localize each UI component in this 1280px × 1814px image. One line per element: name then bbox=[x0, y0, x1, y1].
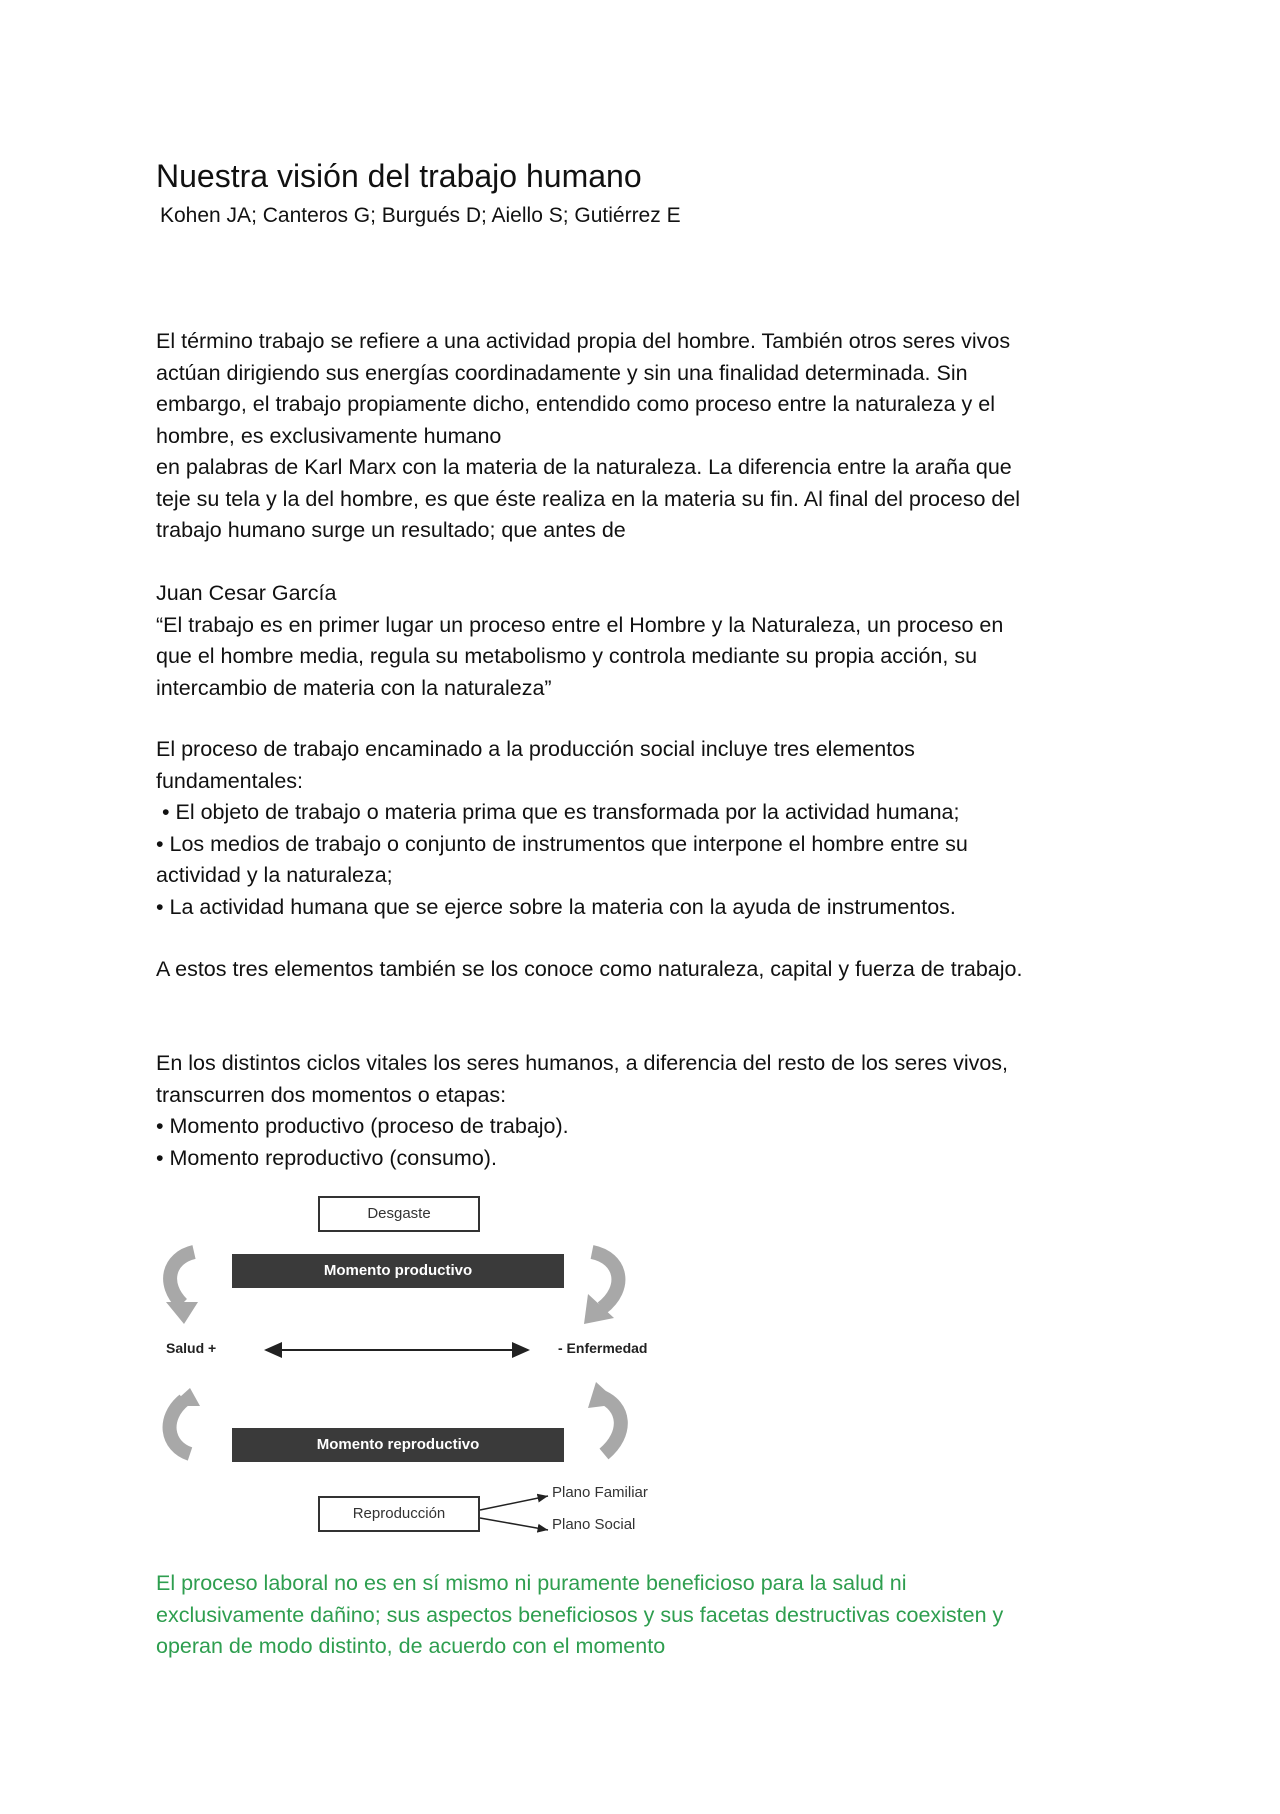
curved-arrow-icon bbox=[166, 1252, 198, 1324]
list-item: • El objeto de trabajo o materia prima que es transformada por la actividad humana; bbox=[156, 800, 960, 824]
desgaste-box: Desgaste bbox=[318, 1196, 480, 1232]
list-item: • Momento productivo (proceso de trabajo). bbox=[156, 1114, 569, 1138]
quote-author: Juan Cesar García bbox=[156, 581, 337, 605]
salud-label: Salud + bbox=[166, 1340, 217, 1356]
plano-social-label: Plano Social bbox=[552, 1516, 636, 1533]
enfermedad-label: - Enfermedad bbox=[558, 1340, 648, 1356]
list-item: • Los medios de trabajo o conjunto de instrumentos que interpone el hombre entre su bbox=[156, 831, 968, 856]
work-cycle-diagram bbox=[160, 1192, 660, 1552]
curved-arrow-icon bbox=[170, 1388, 200, 1454]
text-line: teje su tela y la del hombre, es que éste realiza en la materia su fin. Al final del proceso del bbox=[156, 486, 1021, 511]
text-line: El proceso de trabajo encaminado a la producción social incluye tres elementos bbox=[156, 737, 915, 761]
text-line: El término trabajo se refiere a una actividad propia del hombre. También otros seres vivos bbox=[156, 329, 1011, 353]
text-line: hombre, es exclusivamente humano bbox=[156, 423, 502, 448]
plano-familiar-label: Plano Familiar bbox=[552, 1484, 648, 1501]
intro-paragraph bbox=[156, 326, 1156, 547]
branch-arrow bbox=[480, 1518, 548, 1530]
stages-paragraph bbox=[156, 1048, 1156, 1174]
momento-productivo-bar: Momento productivo bbox=[232, 1254, 564, 1288]
document-title: Nuestra visión del trabajo humano bbox=[156, 158, 642, 194]
document-authors: Kohen JA; Canteros G; Burgués D; Aiello S; Gutiérrez E bbox=[160, 204, 681, 227]
quote-block bbox=[156, 578, 1156, 704]
text-line: transcurren dos momentos o etapas: bbox=[156, 1082, 507, 1107]
text-line: operan de modo distinto, de acuerdo con el momento bbox=[156, 1634, 666, 1658]
list-item: • Momento reproductivo (consumo). bbox=[156, 1145, 497, 1170]
curved-arrow-icon bbox=[584, 1252, 618, 1324]
summary-paragraph bbox=[156, 954, 1156, 986]
text-line: exclusivamente dañino; sus aspectos beneficiosos y sus facetas destructivas coexisten y bbox=[156, 1602, 1004, 1627]
curved-arrow-icon bbox=[588, 1382, 621, 1454]
text-line: “El trabajo es en primer lugar un proceso entre el Hombre y la Naturaleza, un proceso en bbox=[156, 612, 1004, 637]
text-line: trabajo humano surge un resultado; que antes de bbox=[156, 518, 626, 542]
text-line: en palabras de Karl Marx con la materia de la naturaleza. La diferencia entre la araña que bbox=[156, 455, 1012, 479]
branch-arrow bbox=[480, 1496, 548, 1510]
text-line: actúan dirigiendo sus energías coordinadamente y sin una finalidad determinada. Sin bbox=[156, 360, 968, 385]
list-item: • La actividad humana que se ejerce sobre la materia con la ayuda de instrumentos. bbox=[156, 894, 956, 919]
text-line: embargo, el trabajo propiamente dicho, entendido como proceso entre la naturaleza y el bbox=[156, 392, 996, 416]
elements-paragraph bbox=[156, 734, 1156, 923]
text-line: actividad y la naturaleza; bbox=[156, 863, 393, 887]
text-line: En los distintos ciclos vitales los seres humanos, a diferencia del resto de los seres vivos, bbox=[156, 1051, 1009, 1075]
text-line: fundamentales: bbox=[156, 768, 304, 793]
text-line: El proceso laboral no es en sí mismo ni puramente beneficioso para la salud ni bbox=[156, 1571, 907, 1595]
momento-reproductivo-bar: Momento reproductivo bbox=[232, 1428, 564, 1462]
text-line: que el hombre media, regula su metabolismo y controla mediante su propia acción, su bbox=[156, 644, 978, 668]
conclusion-paragraph bbox=[156, 1568, 1156, 1663]
reproduccion-box: Reproducción bbox=[318, 1496, 480, 1532]
text-line: A estos tres elementos también se los conoce como naturaleza, capital y fuerza de trabajo. bbox=[156, 957, 1023, 981]
text-line: intercambio de materia con la naturaleza” bbox=[156, 675, 552, 700]
